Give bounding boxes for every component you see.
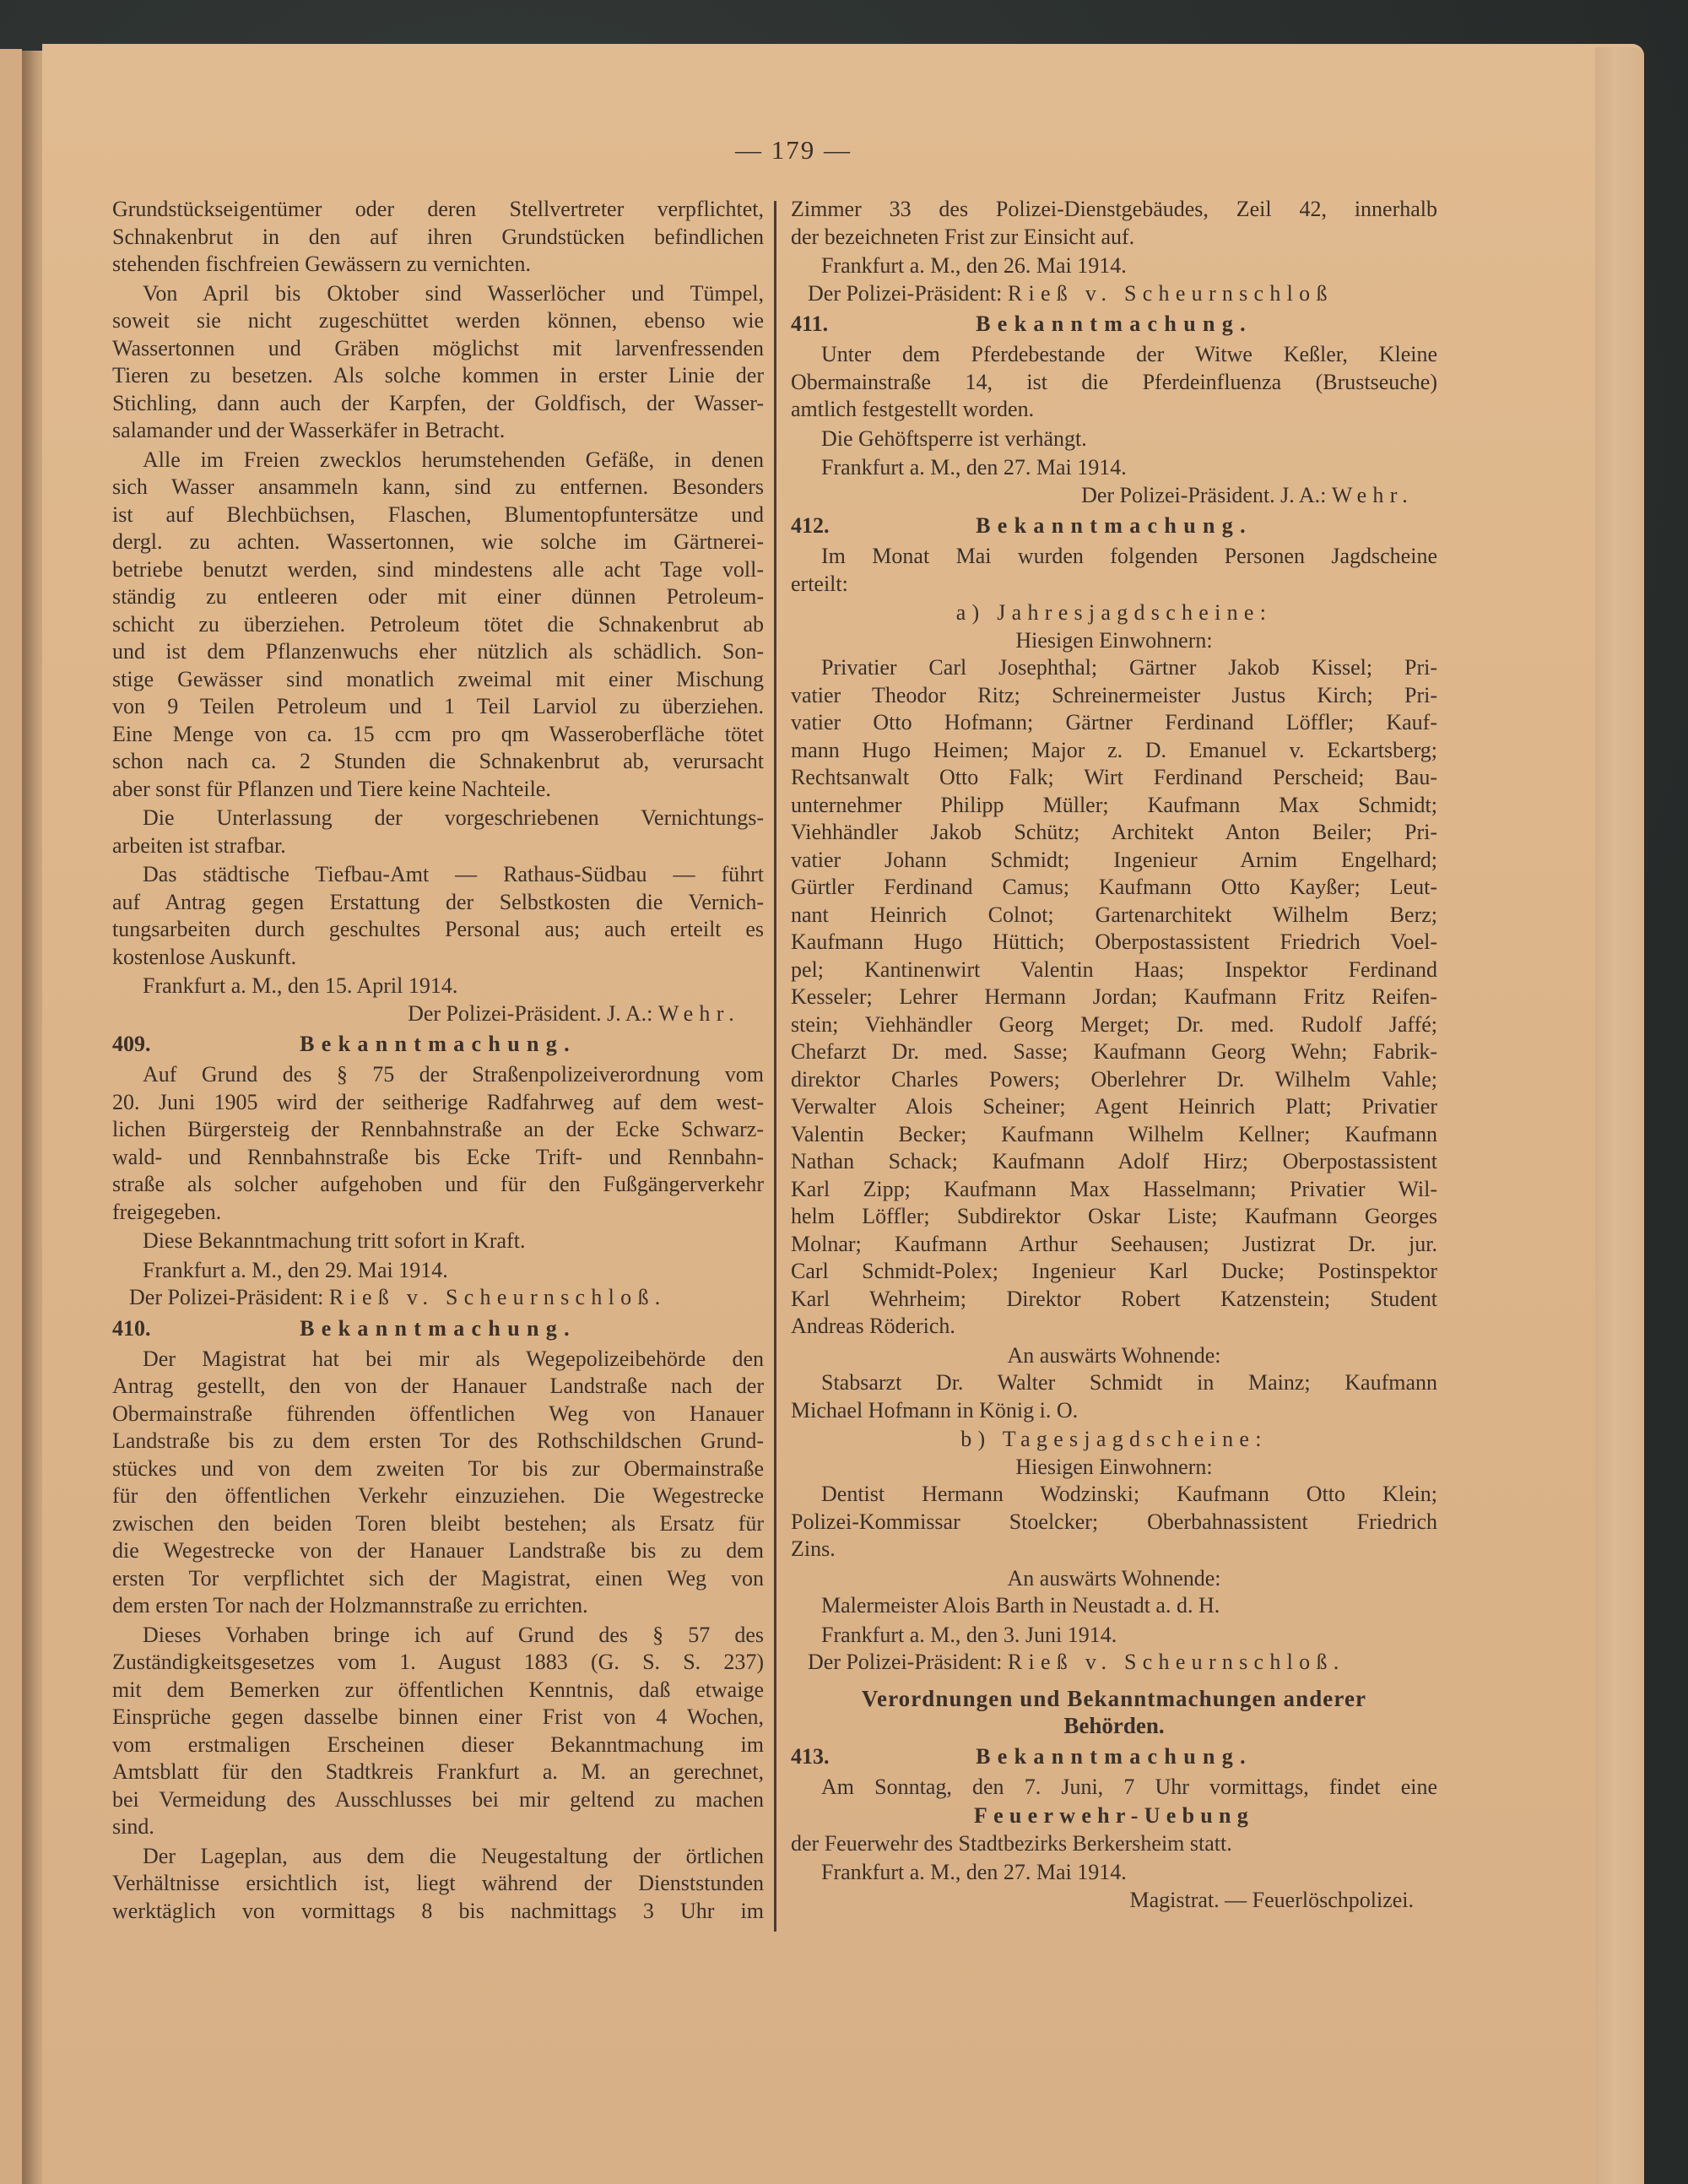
text-line: Zins. — [791, 1536, 836, 1561]
text-line: werktäglich von vormittags 8 bis nachmittags 3 Uhr im — [112, 1898, 764, 1923]
text-line: Frankfurt a. M., den 27. Mai 1914. — [821, 455, 1127, 480]
dateline — [791, 1622, 1437, 1650]
text-line: Gürtler Ferdinand Camus; Kaufmann Otto Kayßer; Leut- — [791, 875, 1437, 899]
announcement-heading — [112, 1031, 764, 1059]
text-line: Alle im Freien zwecklos herumstehenden Gefäße, in denen — [143, 447, 764, 472]
text-line: Carl Schmidt-Polex; Ingenieur Karl Ducke; Postinspektor — [791, 1259, 1437, 1283]
text-line: Grundstückseigentümer oder deren Stellvertreter verpflichtet, — [112, 197, 764, 221]
paragraph — [112, 1622, 764, 1841]
signature — [112, 1000, 764, 1028]
text-line: pel; Kantinenwirt Valentin Haas; Inspektor Ferdinand — [791, 957, 1437, 982]
signature-name: Wehr. — [1331, 482, 1414, 507]
signature — [791, 1887, 1437, 1915]
paragraph — [112, 1346, 764, 1620]
text-line: amtlich festgestellt worden. — [791, 397, 1035, 421]
text-line: straße als solcher aufgehoben und für den Fußgängerverkehr — [112, 1172, 764, 1196]
text-line: freigegeben. — [112, 1199, 222, 1224]
previous-page-edge — [0, 49, 22, 2184]
signature-name: Rieß v. Scheurnschloß. — [328, 1285, 667, 1309]
text-line: Die Gehöftsperre ist verhängt. — [821, 425, 1087, 451]
text-line: mit dem Bemerken zur öffentlichen Kenntnis, daß etwaige — [112, 1677, 764, 1702]
paragraph — [791, 196, 1437, 251]
text-line: zwischen den beiden Toren bleibt bestehen; als Ersatz für — [112, 1510, 764, 1536]
announcement-title: Bekanntmachung. — [976, 513, 1252, 538]
text-line: vatier Theodor Ritz; Schreinermeister Justus Kirch; Pri- — [791, 682, 1437, 707]
column-divider — [774, 201, 776, 1932]
text-line: Eine Menge von ca. 15 ccm pro qm Wasseroberfläche tötet — [112, 721, 764, 746]
text-line: Verhältnisse ersichtlich ist, liegt während der Dienststunden — [112, 1871, 764, 1895]
signature-prefix: Der Polizei-Präsident: — [808, 1650, 1003, 1674]
announcement-number: 412. — [791, 513, 830, 538]
text-line: ersten Tor verpflichtet sich der Magistrat, einen Weg von — [112, 1565, 764, 1591]
text-line: stein; Viehhändler Georg Merget; Dr. med. Rudolf Jaffé; — [791, 1011, 1437, 1037]
dateline — [112, 973, 764, 1000]
announcement-heading — [791, 512, 1437, 541]
signature-name: Rieß v. Scheurnschloß. — [1007, 1650, 1345, 1674]
text-line: Frankfurt a. M., den 3. Juni 1914. — [821, 1622, 1117, 1647]
text-line: Malermeister Alois Barth in Neustadt a. d. H. — [821, 1593, 1220, 1618]
centered-subheading: An auswärts Wohnende: — [1007, 1565, 1221, 1591]
text-line: Viehhändler Jakob Schütz; Architekt Anton Beiler; Pri- — [791, 820, 1437, 844]
text-line: Verwalter Alois Scheiner; Agent Heinrich Platt; Privatier — [791, 1094, 1437, 1119]
text-line: Im Monat Mai wurden folgenden Personen Jagdscheine — [821, 544, 1437, 568]
text-line: soweit sie nicht zugeschüttet werden können, ebenso wie — [112, 308, 764, 333]
text-line: Karl Zipp; Kaufmann Max Hasselmann; Privatier Wil- — [791, 1176, 1437, 1201]
paragraph — [791, 1481, 1437, 1563]
paragraph — [791, 1774, 1437, 1802]
page-number: — 179 — — [735, 135, 852, 165]
text-line: und ist dem Pflanzenwuchs eher nützlich als schädlich. Son- — [112, 639, 764, 664]
text-line: Valentin Becker; Kaufmann Wilhelm Kellner; Kaufmann — [791, 1121, 1437, 1146]
text-line: dem ersten Tor nach der Holzmannstraße zu errichten. — [112, 1593, 588, 1618]
centered-subheading: An auswärts Wohnende: — [1007, 1342, 1221, 1368]
dateline — [791, 1859, 1437, 1887]
text-line: Stichling, dann auch der Karpfen, der Goldfisch, der Wasser- — [112, 390, 764, 415]
announcement-number: 409. — [112, 1032, 151, 1056]
paragraph — [112, 1843, 764, 1926]
text-line: Von April bis Oktober sind Wasserlöcher und Tümpel, — [143, 280, 764, 306]
text-line: Obermainstraße 14, ist die Pferdeinfluenza (Brustseuche) — [791, 369, 1437, 394]
announcement-heading — [791, 1743, 1437, 1772]
dateline — [791, 252, 1437, 280]
dateline — [791, 454, 1437, 482]
text-line: Antrag gestellt, den von der Hanauer Landstraße nach der — [112, 1374, 764, 1398]
text-line: vom erstmaligen Erscheinen dieser Bekanntmachung im — [112, 1731, 764, 1757]
book-gutter — [22, 51, 44, 2184]
paragraph — [112, 1061, 764, 1226]
text-line: lichen Bürgersteig der Rennbahnstraße an der Ecke Schwarz- — [112, 1117, 764, 1141]
text-line: Das städtische Tiefbau-Amt — Rathaus-Südbau — führt — [143, 862, 764, 886]
text-line: mann Hugo Heimen; Major z. D. Emanuel v. Eckartsberg; — [791, 737, 1437, 762]
signature-prefix: Der Polizei-Präsident: — [808, 280, 1003, 306]
signature — [791, 280, 1437, 308]
paragraph — [791, 341, 1437, 424]
left-column — [112, 196, 764, 1927]
text-line: Stabsarzt Dr. Walter Schmidt in Mainz; Kaufmann — [821, 1370, 1437, 1395]
signature-prefix: Der Polizei-Präsident. J. A.: — [408, 1000, 653, 1026]
text-line: schon nach ca. 2 Stunden die Schnakenbrut ab, verursacht — [112, 749, 764, 773]
text-line: die Wegestrecke von der Hanauer Landstraße bis zu dem — [112, 1538, 764, 1563]
text-line: bei Vermeidung des Ausschlusses bei mir geltend zu machen — [112, 1786, 764, 1812]
text-line: Der Magistrat hat bei mir als Wegepolizeibehörde den — [143, 1346, 764, 1371]
text-line: ständig zu entleeren oder mit einer dünnen Petroleum- — [112, 584, 764, 609]
signature — [112, 1284, 764, 1312]
text-line: betriebe benutzt werden, sind mindestens alle acht Tage voll- — [112, 556, 764, 582]
text-line: direktor Charles Powers; Oberlehrer Dr. Wilhelm Vahle; — [791, 1066, 1437, 1092]
announcement-title: Bekanntmachung. — [300, 1315, 576, 1341]
text-line: Dieses Vorhaben bringe ich auf Grund des § 57 des — [143, 1622, 764, 1647]
text-line: Privatier Carl Josephthal; Gärtner Jakob Kissel; Pri- — [821, 655, 1437, 680]
dateline — [112, 1257, 764, 1285]
text-line: Andreas Röderich. — [791, 1314, 955, 1338]
text-line: Obermainstraße führenden öffentlichen Weg von Hanauer — [112, 1401, 764, 1426]
text-line: arbeiten ist strafbar. — [112, 832, 286, 858]
announcement-title: Bekanntmachung. — [976, 312, 1252, 336]
text-line: Diese Bekanntmachung tritt sofort in Kraft. — [143, 1228, 526, 1253]
signature-prefix: Der Polizei-Präsident. J. A.: — [1081, 482, 1327, 507]
paragraph — [112, 805, 764, 859]
paragraph — [112, 280, 764, 445]
paragraph — [791, 654, 1437, 1341]
text-line: Dentist Hermann Wodzinski; Kaufmann Otto Klein; — [821, 1482, 1437, 1506]
text-line: vatier Johann Schmidt; Ingenieur Arnim Engelhard; — [791, 847, 1437, 872]
text-line: Amtsblatt für den Stadtkreis Frankfurt a. M. an gerechnet, — [112, 1759, 764, 1784]
text-line: Kaufmann Hugo Hüttich; Oberpostassistent Friedrich Voel- — [791, 929, 1437, 954]
text-line: vatier Otto Hofmann; Gärtner Ferdinand Löffler; Kauf- — [791, 710, 1437, 734]
signature-name: Wehr. — [657, 1000, 740, 1026]
text-line: erteilt: — [791, 571, 848, 596]
signature-prefix: Der Polizei-Präsident: — [129, 1285, 324, 1309]
text-line: Frankfurt a. M., den 29. Mai 1914. — [143, 1257, 448, 1282]
text-line: Kesseler; Lehrer Hermann Jordan; Kaufmann Fritz Reifen- — [791, 984, 1437, 1009]
text-line: Polizei-Kommissar Stoelcker; Oberbahnassistent Friedrich — [791, 1509, 1437, 1534]
paragraph — [791, 1592, 1437, 1620]
text-line: Molnar; Kaufmann Arthur Seehausen; Justizrat Dr. jur. — [791, 1231, 1437, 1256]
text-line: stückes und von dem zweiten Tor bis zur Obermainstraße — [112, 1455, 764, 1481]
text-line: helm Löffler; Subdirektor Oskar Liste; Kaufmann Georges — [791, 1204, 1437, 1228]
text-line: Frankfurt a. M., den 26. Mai 1914. — [821, 253, 1127, 278]
text-line: Nathan Schack; Kaufmann Adolf Hirz; Oberpostassistent — [791, 1149, 1437, 1173]
text-line: von 9 Teilen Petroleum und 1 Teil Larviol zu überziehen. — [112, 694, 764, 718]
announcement-heading — [791, 311, 1437, 339]
text-line: Der Lageplan, aus dem die Neugestaltung der örtlichen — [143, 1843, 764, 1868]
text-line: Karl Wehrheim; Direktor Robert Katzenstein; Student — [791, 1286, 1437, 1311]
text-line: Wassertonnen und Gräben möglichst mit larvenfressenden — [112, 335, 764, 360]
text-line: wald- und Rennbahnstraße bis Ecke Trift- und Rennbahn- — [112, 1144, 764, 1169]
text-line: sind. — [112, 1814, 154, 1839]
text-line: stehenden fischfreien Gewässern zu vernichten. — [112, 252, 531, 276]
text-line: ist auf Blechbüchsen, Flaschen, Blumentopfuntersätze und — [112, 501, 764, 527]
text-line: stige Gewässer sind monatlich zweimal mit einer Mischung — [112, 666, 764, 691]
announcement-heading — [112, 1315, 764, 1344]
text-line: Schnakenbrut in den auf ihren Grundstücken befindlichen — [112, 224, 764, 249]
text-line: Zuständigkeitsgesetzes vom 1. August 1883 (G. S. S. 237) — [112, 1650, 764, 1674]
paragraph — [112, 196, 764, 279]
paragraph — [791, 1369, 1437, 1424]
section-heading — [791, 1685, 1437, 1740]
signature-name: Rieß v. Scheurnschloß — [1007, 280, 1334, 306]
text-line: sich Wasser ansammeln kann, sind zu entfernen. Besonders — [112, 474, 764, 499]
text-line: Tieren zu besetzen. Als solche kommen in erster Linie der — [112, 363, 764, 387]
paragraph — [112, 1227, 764, 1255]
right-column — [791, 196, 1437, 1914]
page-stack-edge — [1595, 47, 1644, 2184]
text-line: Rechtsanwalt Otto Falk; Wirt Ferdinand Perscheid; Bau- — [791, 765, 1437, 789]
announcement-number: 413. — [791, 1743, 830, 1769]
text-line: unternehmer Philipp Müller; Kaufmann Max Schmidt; — [791, 792, 1437, 817]
text-line: Verordnungen und Bekanntmachungen anderer — [861, 1685, 1367, 1711]
text-line: Behörden. — [1063, 1713, 1165, 1738]
paragraph — [791, 425, 1437, 453]
text-line: Zimmer 33 des Polizei-Dienstgebäudes, Zeil 42, innerhalb — [791, 197, 1437, 221]
paragraph — [791, 543, 1437, 598]
text-line: Am Sonntag, den 7. Juni, 7 Uhr vormittags, findet eine — [821, 1774, 1437, 1799]
text-line: kostenlose Auskunft. — [112, 944, 297, 969]
announcement-number: 410. — [112, 1315, 151, 1341]
text-line: auf Antrag gegen Erstattung der Selbstkosten die Vernich- — [112, 889, 764, 914]
text-line: Landstraße bis zu dem ersten Tor des Rothschildschen Grund- — [112, 1428, 764, 1453]
centered-subheading: Feuerwehr-Uebung — [973, 1803, 1255, 1828]
announcement-title: Bekanntmachung. — [976, 1743, 1252, 1769]
text-line: salamander und der Wasserkäfer in Betracht. — [112, 418, 506, 442]
text-line: tungsarbeiten durch geschultes Personal aus; auch erteilt es — [112, 917, 764, 941]
paragraph — [112, 447, 764, 804]
text-line: Einsprüche gegen dasselbe binnen einer Frist von 4 Wochen, — [112, 1704, 764, 1729]
signature-prefix: Magistrat. — Feuerlöschpolizei. — [1129, 1887, 1414, 1912]
text-line: nant Heinrich Colnot; Gartenarchitekt Wilhelm Berz; — [791, 902, 1437, 927]
announcement-number: 411. — [791, 312, 829, 336]
paragraph — [791, 1830, 1437, 1858]
text-line: 20. Juni 1905 wird der seitherige Radfahrweg auf dem west- — [112, 1089, 764, 1114]
text-line: Michael Hofmann in König i. O. — [791, 1397, 1079, 1423]
centered-subheading: Hiesigen Einwohnern: — [1015, 627, 1213, 653]
text-line: Frankfurt a. M., den 15. April 1914. — [143, 973, 458, 998]
text-line: Unter dem Pferdebestande der Witwe Keßler, Kleine — [821, 342, 1437, 366]
text-line: Auf Grund des § 75 der Straßenpolizeiverordnung vom — [143, 1062, 764, 1087]
centered-subheading: Hiesigen Einwohnern: — [1015, 1454, 1213, 1479]
text-line: aber sonst für Pflanzen und Tiere keine Nachteile. — [112, 776, 551, 801]
text-line: der Feuerwehr des Stadtbezirks Berkersheim statt. — [791, 1830, 1232, 1856]
signature — [791, 482, 1437, 510]
text-line: Chefarzt Dr. med. Sasse; Kaufmann Georg Wehn; Fabrik- — [791, 1039, 1437, 1064]
centered-subheading: a) Jahresjagdscheine: — [955, 600, 1273, 625]
centered-subheading: b) Tagesjagdscheine: — [960, 1427, 1268, 1451]
text-line: schicht zu überziehen. Petroleum tötet die Schnakenbrut ab — [112, 611, 764, 637]
announcement-title: Bekanntmachung. — [300, 1032, 576, 1056]
text-line: Die Unterlassung der vorgeschriebenen Vernichtungs- — [143, 805, 764, 830]
text-line: für den öffentlichen Verkehr einzuziehen. Die Wegestrecke — [112, 1483, 764, 1508]
text-line: Frankfurt a. M., den 27. Mai 1914. — [821, 1860, 1127, 1884]
paragraph — [112, 861, 764, 971]
text-line: der bezeichneten Frist zur Einsicht auf. — [791, 224, 1135, 249]
signature — [791, 1649, 1437, 1677]
text-line: dergl. zu achten. Wassertonnen, wie solche im Gärtnerei- — [112, 529, 764, 554]
